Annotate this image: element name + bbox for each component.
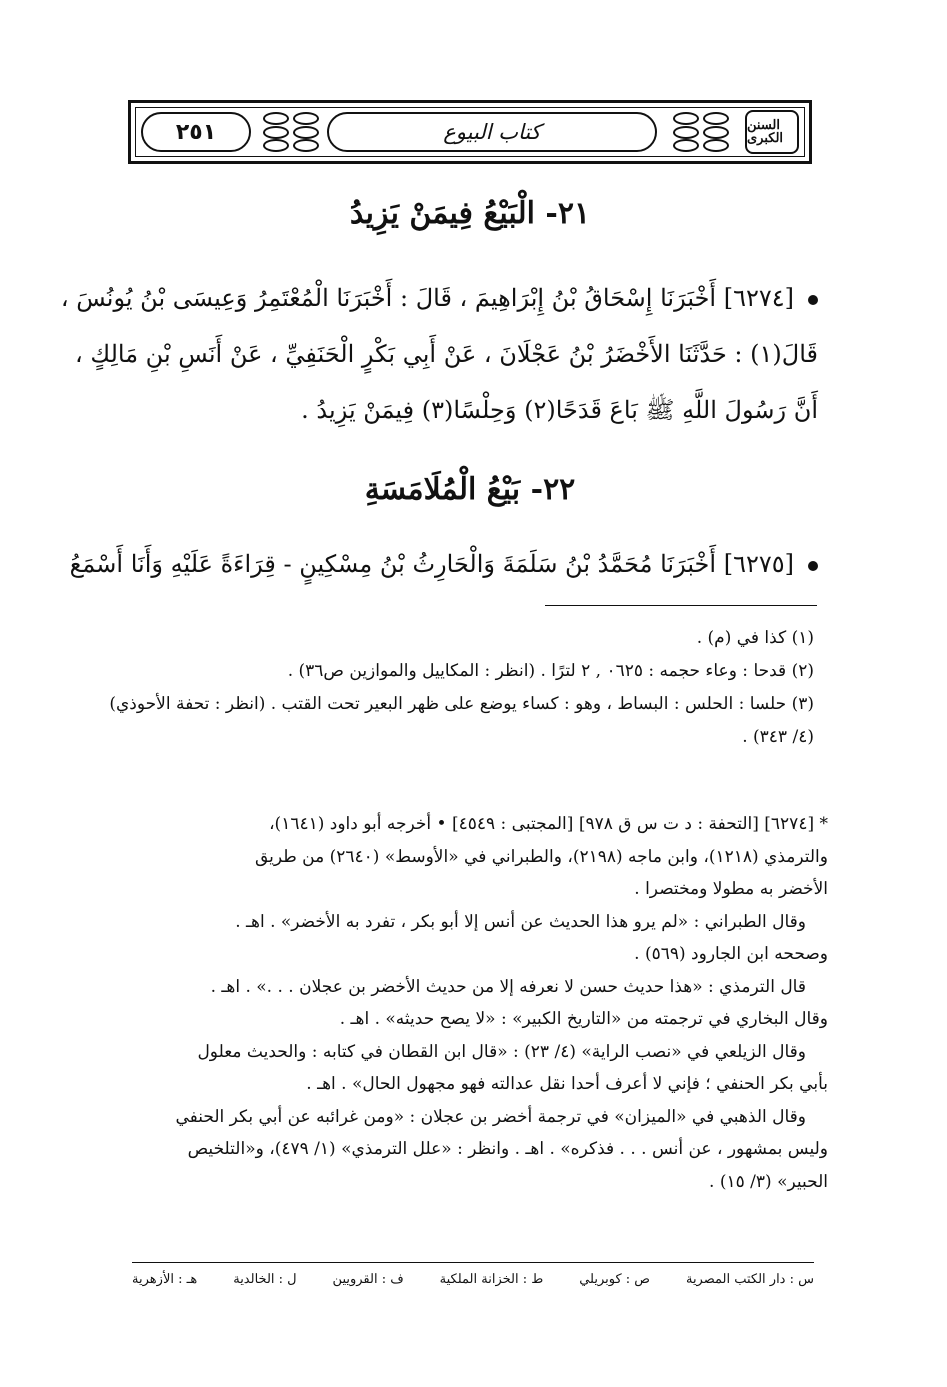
takhrij-line: وصححه ابن الجارود (٥٦٩) . [634, 944, 828, 964]
ornament-right [671, 112, 701, 152]
manuscript-sigla [132, 1270, 814, 1290]
hadith-6274 [60, 270, 818, 438]
hadith-line: قَالَ(١) : حَدَّثَنَا الأَخْضَرُ بْنُ عَجْلَانَ ، عَنْ أَبِي بَكْرٍ الْحَنَفِيِّ ، عَنْ أَنَسِ بْنِ مَالِكٍ ، [74, 340, 818, 368]
siglum: ف : القرويين [332, 1272, 404, 1287]
takhrij-line: وقال الذهبي في «الميزان» في ترجمة أخضر بن عجلان : «ومن غرائبه عن أبي بكر الحنفي [175, 1106, 806, 1127]
takhrij-line: قال الترمذي : «هذا حديث حسن لا نعرفه إلا من حديث الأخضر بن عجلان . . .» . اهـ . [210, 976, 806, 997]
footnote-3: (٣) حلسا : الحلس : البساط ، وهو : كساء يوضع على ظهر البعير تحت القتب . (انظر : تحفة الأحوذي) [109, 694, 814, 714]
siglum: ص : كوبريلي [579, 1272, 651, 1287]
takhrij-line: والترمذي (١٢١٨)، وابن ماجه (٢١٩٨)، والطبراني في «الأوسط» (٢٦٤٠) من طريق [254, 846, 828, 867]
takhrij-line: بأبي بكر الحنفي ؛ فإني لا أعرف أحدا نقل عدالته فهو مجهول الحال» . اهـ . [306, 1074, 828, 1094]
hadith-line: [٦٢٧٥] أَخْبَرَنَا مُحَمَّدُ بْنُ سَلَمَةَ وَالْحَارِثُ بْنُ مِسْكِينٍ - قِرَاءَةً عَلَيْهِ وَأَنَا أَسْمَعُ [128, 536, 818, 592]
takhrij-line: الحبير» (٣/ ١٥) . [709, 1171, 828, 1192]
footnote-separator [545, 605, 817, 606]
bullet-icon [808, 561, 818, 571]
ornament-right-2 [701, 112, 731, 152]
book-title: كتاب البيوع [327, 112, 657, 152]
takhrij-line: الأخضر به مطولا ومختصرا . [634, 879, 828, 899]
footnotes [109, 622, 814, 754]
takhrij-line: وليس بمشهور ، عن أنس . . . فذكره» . اهـ . وانظر : «علل الترمذي» (١/ ٤٧٩)، و«التلخيص [187, 1139, 828, 1159]
running-header [128, 100, 812, 164]
book-logo: السنن الكبرى [745, 110, 799, 154]
footnote-1: (١) كذا في (م) . [696, 628, 814, 648]
chapter-title-22: ٢٢- بَيْعُ الْمُلَامَسَةِ [364, 472, 576, 507]
sigla-separator [132, 1262, 814, 1263]
hadith-6275 [69, 536, 818, 592]
ornament-left-2 [291, 112, 321, 152]
hadith-line: أَنَّ رَسُولَ اللَّهِ ﷺ بَاعَ قَدَحًا(٢) وَحِلْسًا(٣) فِيمَنْ يَزِيدُ . [301, 396, 818, 424]
takhrij-line: * [٦٢٧٤] [التحفة : د ت س ق ٩٧٨] [المجتبى : ٤٥٤٩] • أخرجه أبو داود (١٦٤١)، [269, 814, 828, 834]
ornament-left [261, 112, 291, 152]
takhrij-line: وقال البخاري في ترجمته من «التاريخ الكبير» : «لا يصح حديثه» . اهـ . [339, 1009, 828, 1029]
siglum: ل : الخالدية [233, 1272, 297, 1287]
siglum: هـ : الأزهرية [132, 1272, 198, 1287]
siglum: ط : الخزانة الملكية [439, 1272, 544, 1287]
takhrij-line: وقال الزيلعي في «نصب الراية» (٤/ ٢٣) : «قال ابن القطان في كتابه : والحديث معلول [197, 1041, 806, 1062]
footnote-2: (٢) قدحا : وعاء حجمه : ٠٦٢٥ , ٢ لترًا . (انظر : المكاييل والموازين ص٣٦) . [287, 661, 814, 681]
page-number: ٢٥١ [141, 112, 251, 152]
bullet-icon [808, 295, 818, 305]
takhrij-line: وقال الطبراني : «لم يرو هذا الحديث عن أنس إلا أبو بكر ، تفرد به الأخضر» . اهـ . [235, 911, 806, 932]
takhrij-notes [132, 808, 828, 1198]
hadith-line: [٦٢٧٤] أَخْبَرَنَا إِسْحَاقُ بْنُ إِبْرَاهِيمَ ، قَالَ : أَخْبَرَنَا الْمُعْتَمِرُ وَعِيسَى بْنُ يُونُسَ ، [128, 270, 818, 326]
chapter-title-21: ٢١- الْبَيْعُ فِيمَنْ يَزِيدُ [349, 196, 591, 231]
footnote-3-cont: (٤/ ٣٤٣) . [742, 727, 814, 747]
siglum: س : دار الكتب المصرية [685, 1272, 814, 1287]
